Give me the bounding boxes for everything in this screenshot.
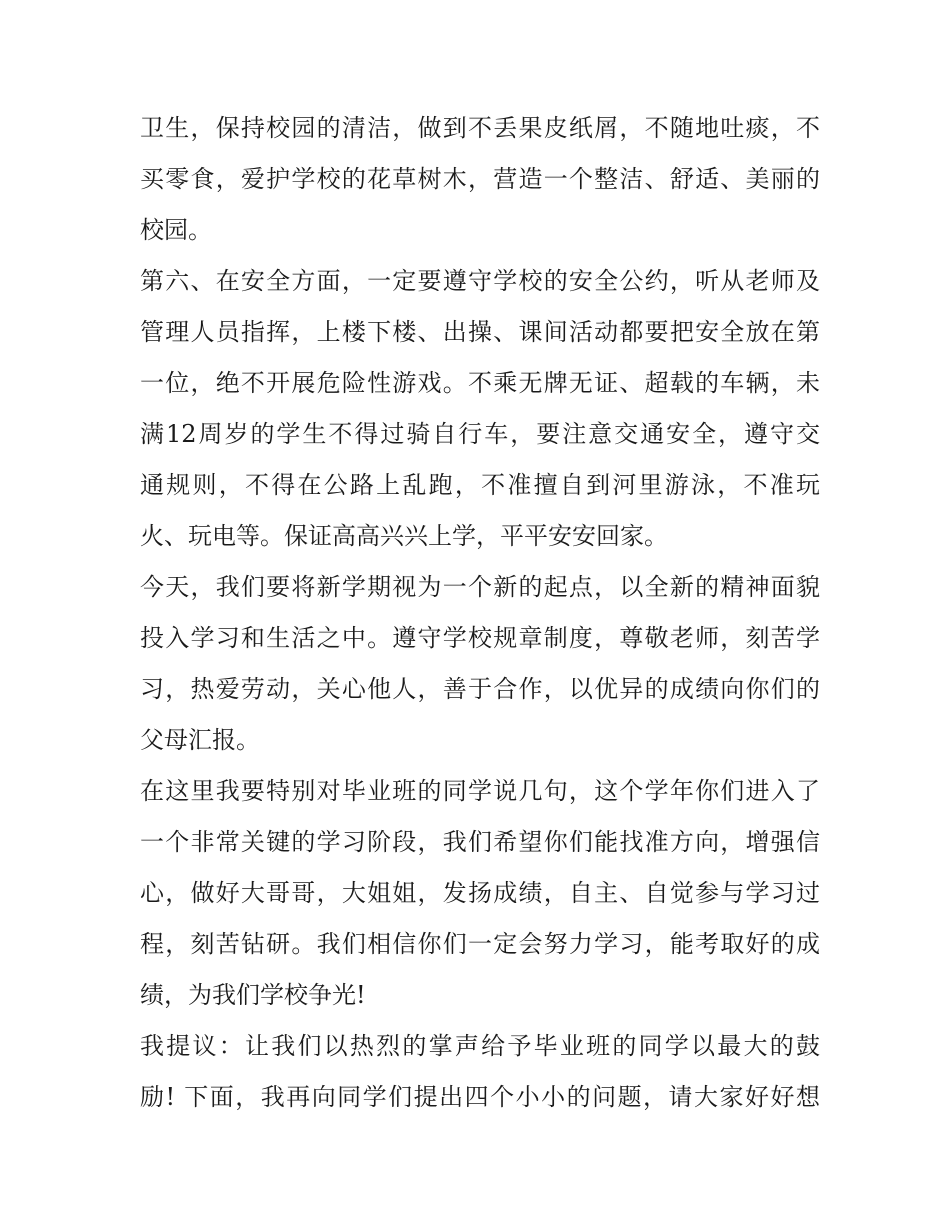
- text-line-13: 父母汇报。: [140, 726, 260, 754]
- text-line-10: 今天，我们要将新学期视为一个新的起点，以全新的精神面貌: [140, 573, 820, 601]
- text-line-12: 习，热爱劳动，关心他人，善于合作，以优异的成绩向你们的: [140, 675, 820, 703]
- text-line-2: 买零食，爱护学校的花草树木，营造一个整洁、舒适、美丽的: [140, 165, 820, 193]
- text-line-15: 一个非常关键的学习阶段，我们希望你们能找准方向，增强信: [140, 828, 820, 856]
- text-line-14: 在这里我要特别对毕业班的同学说几句，这个学年你们进入了: [140, 777, 820, 805]
- text-line-9: 火、玩电等。保证高高兴兴上学，平平安安回家。: [140, 522, 668, 550]
- body-text: [140, 103, 820, 1123]
- text-line-18: 绩，为我们学校争光!: [140, 981, 366, 1009]
- text-line-8: 通规则，不得在公路上乱跑，不准擅自到河里游泳，不准玩: [140, 471, 820, 499]
- text-line-17: 程，刻苦钻研。我们相信你们一定会努力学习，能考取好的成: [140, 930, 820, 958]
- text-line-1: 卫生，保持校园的清洁，做到不丢果皮纸屑，不随地吐痰，不: [140, 114, 820, 142]
- text-line-19: 我提议：让我们以热烈的掌声给予毕业班的同学以最大的鼓: [140, 1032, 820, 1060]
- text-line-4: 第六、在安全方面，一定要遵守学校的安全公约，听从老师及: [140, 267, 820, 295]
- text-line-7: 满12周岁的学生不得过骑自行车，要注意交通安全，遵守交: [140, 420, 820, 448]
- text-line-3: 校园。: [140, 216, 212, 244]
- text-line-16: 心，做好大哥哥，大姐姐，发扬成绩，自主、自觉参与学习过: [140, 879, 820, 907]
- text-line-5: 管理人员指挥，上楼下楼、出操、课间活动都要把安全放在第: [140, 318, 820, 346]
- text-line-20: 励! 下面，我再向同学们提出四个小小的问题，请大家好好想: [140, 1083, 820, 1111]
- text-line-6: 一位，绝不开展危险性游戏。不乘无牌无证、超载的车辆，未: [140, 369, 820, 397]
- text-line-11: 投入学习和生活之中。遵守学校规章制度，尊敬老师，刻苦学: [140, 624, 820, 652]
